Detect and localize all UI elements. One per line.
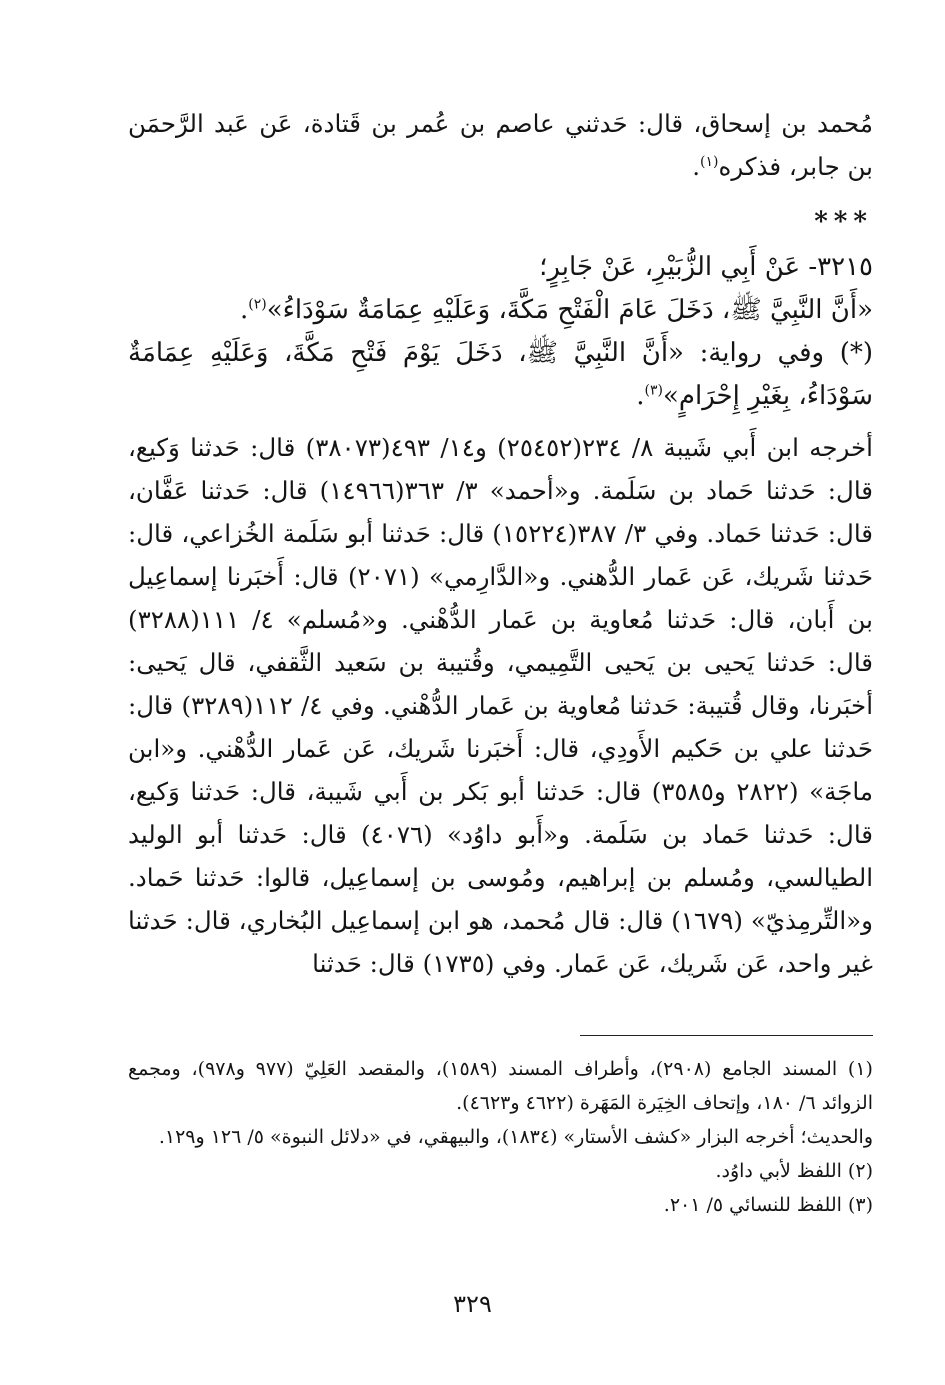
footnote-ref-3[interactable]: (٣) xyxy=(644,382,663,399)
hadith-text xyxy=(128,289,873,332)
footnote-1: (١) المسند الجامع (٢٩٠٨)، وأطراف المسند (١٥٨٩)، والمقصد العَلِيّ (٩٧٧ و٩٧٨)، ومجمع الزوائد ٦/ ١٨٠، وإتحاف الخِيَرة المَهَرة (٤٦٢٢ و٤٦٢٣). xyxy=(128,1058,873,1114)
page-number: ٣٢٩ xyxy=(453,1290,492,1318)
hadith-end: . xyxy=(239,295,249,325)
footnote-divider xyxy=(580,1035,873,1036)
hadith-number-line: ٣٢١٥- عَنْ أَبِي الزُّبَيْرِ، عَنْ جَابِرٍ؛ xyxy=(539,252,873,282)
footnote-ref-1[interactable]: (١) xyxy=(700,153,719,170)
footnotes xyxy=(128,1052,873,1222)
hadith-main-text: «أَنَّ النَّبِيَّ ﷺ، دَخَلَ عَامَ الْفَتْحِ مَكَّةَ، وَعَلَيْهِ عِمَامَةٌ سَوْدَاءُ» xyxy=(266,295,873,325)
footnote-ref-2[interactable]: (٢) xyxy=(248,296,267,313)
takhrij-paragraph: أخرجه ابن أَبي شَيبة ٨/ ٢٣٤(٢٥٤٥٢) و١٤/ ٤٩٣(٣٨٠٧٣) قال: حَدثنا وَكيع، قال: حَدثنا حَماد بن سَلَمة. و«أحمد» ٣/ ٣٦٣(١٤٩٦٦) قال: حَدثنا عَفَّان، قال: حَدثنا حَماد. وفي ٣/ ٣٨٧(١٥٢٢٤) قال: حَدثنا أبو سَلَمة الخُزاعي، قال: حَدثنا شَريك، عَن عَمار الدُّهني. و«الدَّارِمي» (٢٠٧١) قال: أَخبَرنا إسماعِيل بن أَبان، قال: حَدثنا مُعاوية بن عَمار الدُّهْني. و«مُسلم» ٤/ ١١١(٣٢٨٨) قال: حَدثنا يَحيى بن يَحيى التَّمِيمي، وقُتيبة بن سَعيد الثَّقفي، قال يَحيى: أخبَرنا، وقال قُتيبة: حَدثنا مُعاوية بن عَمار الدُّهْني. وفي ٤/ ١١٢(٣٢٨٩) قال: حَدثنا علي بن حَكيم الأَودِي، قال: أَخبَرنا شَريك، عَن عَمار الدُّهْني. و«ابن ماجَة» (٢٨٢٢ و٣٥٨٥) قال: حَدثنا أبو بَكر بن أَبي شَيبة، قال: حَدثنا وَكيع، قال: حَدثنا حَماد بن سَلَمة. و«أَبو داوُد» (٤٠٧٦) قال: حَدثنا أبو الوليد الطيالسي، ومُسلم بن إبراهيم، ومُوسى بن إسماعِيل، قالوا: حَدثنا حَماد. و«التِّرمِذيّ» (١٦٧٩) قال: قال مُحمد، هو ابن إسماعِيل البُخاري، قال: حَدثنا غير واحد، عَن شَريك، عَن عَمار. وفي (١٧٣٥) قال: حَدثنا xyxy=(128,433,874,978)
riwaya-paragraph xyxy=(128,332,873,418)
footnote-2: (٢) اللفظ لأبي داوُد. xyxy=(715,1160,873,1182)
intro-paragraph xyxy=(128,102,873,188)
riwaya-text: (*) وفي رواية: «أَنَّ النَّبِيَّ ﷺ، دَخَلَ يَوْمَ فَتْحِ مَكَّةَ، وَعَلَيْهِ عِمَامَةٌ سَوْدَاءُ، بِغَيْرِ إِحْرَامٍ» xyxy=(128,338,873,411)
footnote-1-continued: والحديث؛ أخرجه البزار «كشف الأستار» (١٨٣٤)، والبيهقي، في «دلائل النبوة» ٥/ ١٢٦ و١٢٩. xyxy=(158,1126,873,1148)
footnote-3: (٣) اللفظ للنسائي ٥/ ٢٠١. xyxy=(663,1194,873,1216)
spacer xyxy=(128,418,873,426)
riwaya-end: . xyxy=(636,381,645,411)
section-separator: *** xyxy=(814,207,873,237)
main-text xyxy=(128,102,873,985)
intro-text: مُحمد بن إسحاق، قال: حَدثني عاصم بن عُمر بن قَتادة، عَن عَبد الرَّحمَن بن جابر، فذكره xyxy=(128,109,873,181)
intro-end: . xyxy=(692,152,701,181)
